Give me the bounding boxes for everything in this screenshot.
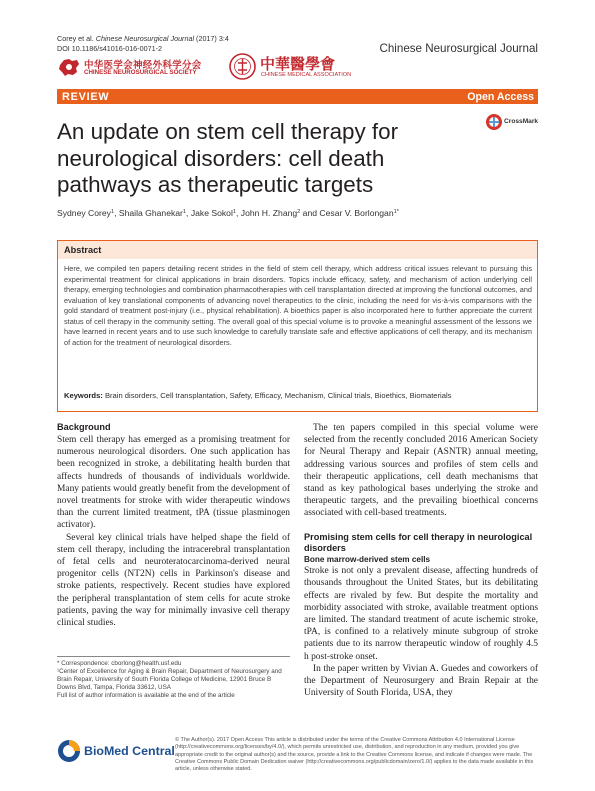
abstract-box	[57, 240, 538, 412]
society-name-en: CHINESE NEUROSURGICAL SOCIETY	[84, 69, 197, 76]
license-statement: © The Author(s). 2017 Open Access This article is distributed under the terms of the Creative Commons Attribution 4.0 International License (http://creativecommons.org/licenses/by/4.0/), which permits unrestricted use, distribution, and reproduction in any medium, provided you give appropriate credit to the original author(s) and the source, provide a link to the Creative Commons license, and indicate if changes were made. The Creative Commons Public Domain Dedication waiver (http://creativecommons.org/publicdomain/zero/1.0/) applies to the data made available in this article, unless otherwise stated.	[175, 737, 534, 773]
author-name: Shaila Ghanekar	[118, 208, 183, 218]
china-map-icon	[57, 55, 81, 79]
subsection-heading-bone-marrow: Bone marrow-derived stem cells	[304, 554, 431, 564]
author-name: Sydney Corey	[57, 208, 111, 218]
keywords-list: Brain disorders, Cell transplantation, Safety, Efficacy, Mechanism, Clinical trials, Bioethics, Biomaterials	[104, 391, 452, 400]
biomed-central-icon	[57, 739, 81, 763]
author-affiliation-mark: 1	[110, 209, 115, 215]
crossmark-badge[interactable]	[485, 113, 543, 133]
author-separator: ,	[236, 208, 241, 218]
society-name-cn: 中华医学会神经外科学分会	[84, 60, 202, 71]
author-affiliation-mark: 1	[182, 209, 187, 215]
paragraph: The ten papers compiled in this special volume were selected from the recently concluded 2016 American Society for Neural Therapy and Repair (ASNTR) annual meeting, addressing various sources and profiles of stem cells and their therapeutic applications, cell death mechanisms that stand as key pathological bases underlying the stroke and therapeutic targets, and the prevailing bioethical concerns associated with cell-based treatments.	[304, 423, 538, 519]
full-author-info-note: Full list of author information is available at the end of the article	[57, 692, 235, 700]
article-type-label: REVIEW	[62, 91, 110, 103]
paragraph: Several key clinical trials have helped shape the field of stem cell therapy, including the intracerebral transplantation of fetal cells and neuroteratocarcinoma-derived neural progenitor cells (NT2N) cells in Parkinson's disease and stroke patients, respectively. Recent studies have explored the peripheral transplantation of stem cells for acute stroke patients, paving the way for minimally invasive cell therapy clinical studies.	[57, 532, 290, 629]
citation-journal: Chinese Neurosurgical Journal	[95, 34, 195, 43]
body-column-left	[57, 422, 290, 629]
open-access-label: Open Access	[467, 91, 534, 103]
neurosurgical-society-logo	[57, 55, 222, 81]
paragraph: In the paper written by Vivian A. Guedes and coworkers of the Department of Neurosurgery and Brain Repair at the University of South Florida, USA, they	[304, 663, 538, 699]
paragraph: Stem cell therapy has emerged as a promising treatment for numerous neurological disorders. One such application has been recognized in stroke, a debilitating health burden that affects hundreds of thousands of individuals worldwide. Many patients would greatly benefit from the development of novel treatments for stroke with wider therapeutic windows than the current limited treatment, tPA (tissue plasminogen activator).	[57, 435, 290, 531]
doi[interactable]: DOI 10.1186/s41016-016-0071-2	[57, 43, 162, 53]
publisher-name: BioMed Central	[84, 744, 175, 758]
cma-seal-icon	[229, 53, 256, 80]
article-type-banner	[57, 89, 538, 104]
author-name: John H. Zhang	[240, 208, 298, 218]
abstract-heading: Abstract	[64, 245, 102, 255]
crossmark-label: CrossMark	[504, 118, 539, 125]
keywords	[64, 391, 532, 401]
author[interactable]	[119, 208, 186, 218]
abstract-text: Here, we compiled ten papers detailing recent strides in the field of stem cell therapy, which address critical issues relevant to pursuing this experimental treatment for clinical applications in brain disorders. Topics include efficacy, safety, and mechanism of action underlying cell therapy, emerging technologies and combination pharmacotherapies with cell transplantation directed at improving the functional outcomes, and evaluation of key translational components of advancing novel therapeutics to the clinic, including the need for vis-à-vis comparisons with the gold standard of treatment post-injury (i.e., physical rehabilitation). A bioethics paper is also incorporated here to further appreciate the current status of cell therapy in the community setting. The overall goal of this special volume is to provoke a meaningful assessment of the lessons we have learned in recent years and to use such knowledge to carefully translate safe and effective applications of cell therapy, and its mechanism of action for the treatment of neurological disorders.	[64, 264, 532, 347]
author-affiliation-mark: 2	[297, 209, 301, 215]
correspondence-email[interactable]: * Correspondence: cborlong@health.usf.edu	[57, 660, 182, 667]
author[interactable]	[57, 208, 114, 218]
citation-details: (2017) 3:4	[196, 34, 229, 43]
author[interactable]	[241, 208, 301, 218]
author-name: Cesar V. Borlongan	[319, 208, 394, 218]
author-name: Jake Sokol	[190, 208, 233, 218]
journal-name: Chinese Neurosurgical Journal	[379, 42, 538, 55]
cma-name-en: CHINESE MEDICAL ASSOCIATION	[261, 72, 352, 78]
author[interactable]	[319, 208, 399, 218]
citation-block	[57, 34, 229, 53]
crossmark-icon	[485, 113, 503, 131]
author-affiliation-mark: 1	[232, 209, 236, 215]
cma-logo	[229, 53, 379, 81]
author-affiliation-mark: 1*	[393, 209, 399, 215]
body-column-right	[304, 422, 538, 699]
author-separator: ,	[186, 208, 191, 218]
abstract-header	[58, 241, 537, 259]
citation-line	[57, 34, 229, 44]
author[interactable]	[191, 208, 236, 218]
author-list	[57, 206, 537, 219]
footnotes	[57, 656, 290, 700]
paragraph: Stroke is not only a prevalent disease, affecting hundreds of thousands throughout the United States, but its debilitating effects are rivaled by few. But despite the mortality and morbidity associated with stroke, available treatment options are limited. The standard treatment of acute ischemic stroke, tPA, is confined to a relatively minute subgroup of stroke patients due to its narrow therapeutic window of roughly 4.5 h post-stroke onset.	[304, 566, 538, 662]
author-separator: and	[300, 208, 320, 218]
citation-authors: Corey et al.	[57, 34, 94, 43]
section-heading-background: Background	[57, 422, 111, 432]
article-title: An update on stem cell therapy for neurological disorders: cell death pathways as therapeutic targets	[57, 119, 399, 197]
cma-name-cn: 中華醫學會	[260, 55, 336, 73]
affiliation-1: ¹Center of Excellence for Aging & Brain Repair, Department of Neurosurgery and Brain Repair, University of South Florida College of Medicine, 12901 Bruce B Downs Blvd, Tampa, Florida 33612, USA	[57, 668, 282, 692]
author-separator: ,	[114, 208, 119, 218]
keywords-label: Keywords:	[64, 391, 103, 400]
section-heading-promising-stem-cells: Promising stem cells for cell therapy in neurological disorders	[304, 531, 533, 553]
biomed-central-logo[interactable]	[57, 739, 175, 765]
